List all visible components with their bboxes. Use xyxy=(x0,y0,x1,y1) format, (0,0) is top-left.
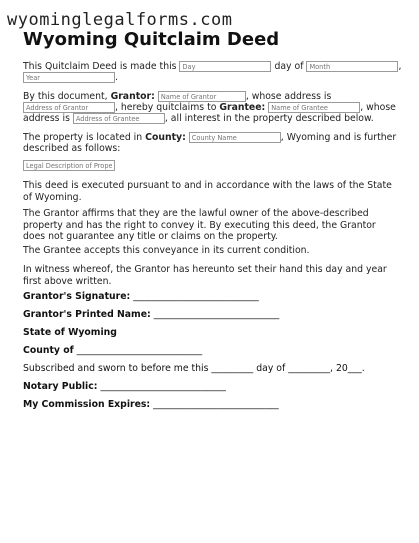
grantee-name-field[interactable] xyxy=(268,102,360,113)
state-label: State of Wyoming xyxy=(23,327,117,338)
described-line xyxy=(23,143,120,154)
notary-line xyxy=(23,381,226,392)
subscribed-line: Subscribed and sworn to before me this _________ day of _________, 20___. xyxy=(23,363,365,374)
legal-description-line xyxy=(23,160,115,171)
notary-label: Notary Public: xyxy=(23,381,98,392)
grantor-signature-label: Grantor's Signature: xyxy=(23,291,131,302)
address-is-text: address is xyxy=(23,113,70,124)
commission-line xyxy=(23,399,279,410)
by-this-document-text: By this document, xyxy=(23,91,108,102)
grantor-printed-name-blank: ___________________________ xyxy=(153,309,280,320)
grantor-label: Grantor: xyxy=(110,91,155,102)
located-in-text: The property is located in xyxy=(23,132,143,143)
all-interest-text: , all interest in the property described below. xyxy=(164,113,374,124)
state-line xyxy=(23,327,117,338)
wyoming-further-text: , Wyoming and is further xyxy=(280,132,397,143)
date-comma: , xyxy=(398,61,402,72)
day-of-text: day of xyxy=(274,61,304,72)
grantee-address-field[interactable] xyxy=(73,113,165,124)
year-line xyxy=(23,72,118,83)
grantor-signature-blank: ___________________________ xyxy=(133,291,259,302)
hereby-quitclaims-text: , hereby quitclaims to xyxy=(115,102,217,113)
commission-blank: ___________________________ xyxy=(153,399,279,410)
grantor-printed-name-label: Grantor's Printed Name: xyxy=(23,309,151,320)
year-period: . xyxy=(115,72,118,83)
notary-blank: ___________________________ xyxy=(100,381,226,392)
legal-description-field[interactable] xyxy=(23,160,115,171)
county-of-label: County of xyxy=(23,345,74,356)
year-field[interactable] xyxy=(23,72,115,83)
property-line xyxy=(23,132,396,143)
county-label: County: xyxy=(145,132,186,143)
page-title: Wyoming Quitclaim Deed xyxy=(23,29,280,50)
accepts-paragraph: The Grantee accepts this conveyance in its current condition. xyxy=(23,245,310,256)
grantor-address-field[interactable] xyxy=(23,102,115,113)
grantor-signature-line xyxy=(23,291,259,302)
county-of-line xyxy=(23,345,202,356)
county-of-blank: ___________________________ xyxy=(76,345,203,356)
grantee-address-line xyxy=(23,113,374,124)
witness-paragraph: In witness whereof, the Grantor has hereunto set their hand this day and year first above written. xyxy=(23,264,387,287)
grantor-printed-name-line xyxy=(23,309,279,320)
described-as-text: described as follows: xyxy=(23,143,121,154)
grantor-name-field[interactable] xyxy=(158,91,246,102)
grantee-line xyxy=(23,102,396,113)
commission-label: My Commission Expires: xyxy=(23,399,151,410)
county-name-field[interactable] xyxy=(189,132,281,143)
whose-text: , whose xyxy=(360,102,396,113)
day-field[interactable] xyxy=(179,61,271,72)
date-intro-text: This Quitclaim Deed is made this xyxy=(23,61,177,72)
executed-paragraph: This deed is executed pursuant to and in accordance with the laws of the State of Wyoming. xyxy=(23,180,392,203)
date-line xyxy=(23,61,401,72)
month-field[interactable] xyxy=(306,61,398,72)
grantee-label: Grantee: xyxy=(219,102,266,113)
grantor-line xyxy=(23,91,331,102)
site-watermark: wyominglegalforms.com xyxy=(7,10,233,30)
affirms-paragraph: The Grantor affirms that they are the lawful owner of the above-described property and has the right to convey it. By executing this deed, the Grantor does not guarantee any title or claims on the property. xyxy=(23,208,376,242)
whose-address-text: , whose address is xyxy=(245,91,332,102)
